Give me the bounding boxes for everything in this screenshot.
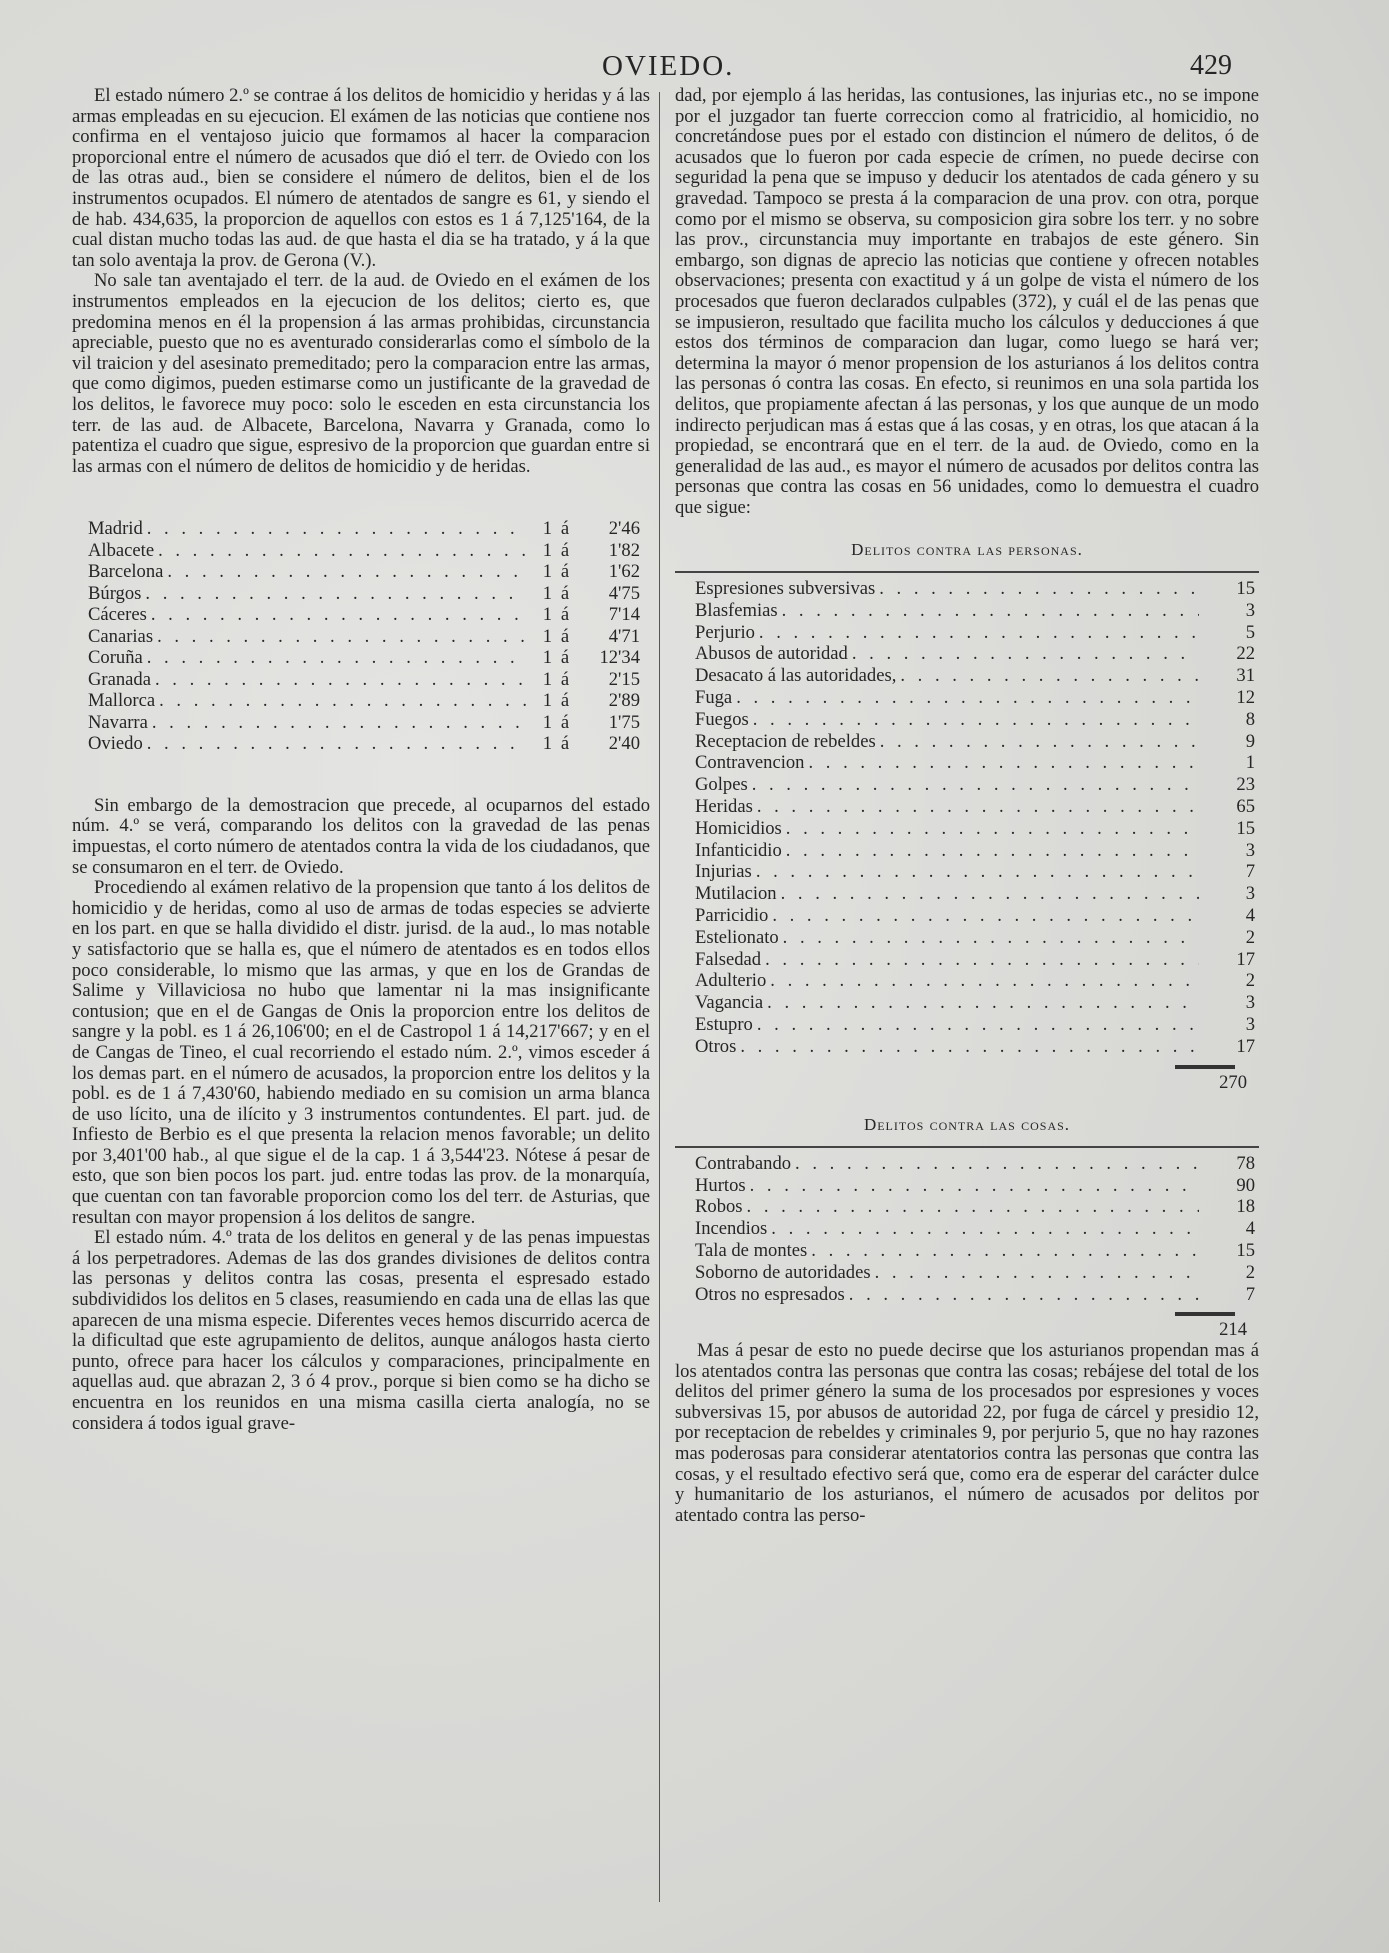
table-row xyxy=(88,562,640,584)
crime-label: Otros no espresados xyxy=(695,1283,845,1305)
crime-count: 31 xyxy=(1236,665,1255,687)
ratio-one: 1 xyxy=(542,733,552,755)
crime-count: 23 xyxy=(1236,774,1255,796)
table-row xyxy=(695,666,1255,688)
crime-label: Infanticidio xyxy=(695,839,782,861)
right-column xyxy=(675,86,1259,1526)
crime-count: 5 xyxy=(1245,621,1255,643)
table-row xyxy=(695,1015,1255,1037)
ratio-value: 2'40 xyxy=(608,733,640,755)
ratio-one: 1 xyxy=(542,604,552,626)
ratio-value: 1'82 xyxy=(608,539,640,561)
things-total: 214 xyxy=(1219,1319,1247,1341)
ratio-one: 1 xyxy=(542,668,552,690)
ratio-one: 1 xyxy=(542,518,552,540)
crime-label: Receptacion de rebeldes xyxy=(695,730,876,752)
paragraph: Sin embargo de la demostracion que precede, al ocuparnos del estado núm. 4.º se verá, comparando los delitos con la gravedad de las penas impuestas, el corto número de atentados contra la vida de los ciudadanos, que se consumaron en el terr. de Oviedo. xyxy=(72,794,650,878)
paragraph: El estado núm. 4.º trata de los delitos en general y de las penas impuestas á los perpetradores. Ademas de las dos grandes divisiones de delitos contra las personas y delitos contra las cosas, presenta el espresado estado subdivididos los delitos en 5 clases, reasumiendo en cada una de ellas las que aparecen de una misma especie. Diferentes veces hemos discurrido acerca de la dificultad que este agrupamiento de delitos, aunque análogos hasta cierto punto, ofrece para hacer los cálculos y comparaciones, principalmente en aquellas aud. que abrazan 2, 3 ó 4 prov., porque si bien como se ha dicho se encuentra en los reunidos en una misma casilla cierta analogía, no se considera á todos igual grave- xyxy=(72,1227,650,1434)
crime-count: 15 xyxy=(1236,1239,1255,1261)
ratio-sep: á xyxy=(560,604,570,626)
table-row xyxy=(695,644,1255,666)
ratio-sep: á xyxy=(560,690,570,712)
table-rule xyxy=(675,1146,1259,1148)
ratio-sep: á xyxy=(560,711,570,733)
region-name: Canarias xyxy=(88,625,154,647)
table-row xyxy=(695,928,1255,950)
table-row xyxy=(695,1219,1255,1241)
table-row xyxy=(695,1154,1255,1176)
crime-label: Tala de montes xyxy=(695,1239,808,1261)
table-row xyxy=(695,971,1255,993)
table-row xyxy=(88,713,640,735)
region-name: Barcelona xyxy=(88,561,164,583)
crime-label: Mutilacion xyxy=(695,883,777,905)
table-row xyxy=(695,1263,1255,1285)
region-name: Granada xyxy=(88,668,151,690)
region-name: Búrgos xyxy=(88,582,142,604)
ratio-sep: á xyxy=(560,625,570,647)
crime-count: 22 xyxy=(1236,643,1255,665)
crime-count: 65 xyxy=(1236,796,1255,818)
crime-count: 2 xyxy=(1245,926,1255,948)
table-row xyxy=(695,1241,1255,1263)
crime-count: 78 xyxy=(1236,1152,1255,1174)
crime-label: Estelionato xyxy=(695,926,779,948)
crime-count: 3 xyxy=(1245,839,1255,861)
crime-label: Estupro xyxy=(695,1014,753,1035)
crime-label: Golpes xyxy=(695,774,748,796)
ratio-value: 12'34 xyxy=(599,647,640,669)
ratio-value: 1'62 xyxy=(608,561,640,583)
ratio-sep: á xyxy=(560,647,570,669)
crime-label: Soborno de autoridades xyxy=(695,1261,871,1283)
page-header xyxy=(0,48,1389,88)
table-row xyxy=(88,605,640,627)
table-row xyxy=(695,1176,1255,1198)
crime-count: 17 xyxy=(1236,948,1255,970)
region-name: Cáceres xyxy=(88,604,147,626)
region-name: Oviedo xyxy=(88,733,143,755)
crime-count: 17 xyxy=(1236,1035,1255,1057)
ratio-sep: á xyxy=(560,561,570,583)
crime-count: 7 xyxy=(1245,861,1255,883)
crime-count: 2 xyxy=(1245,970,1255,992)
crime-label: Fuga xyxy=(695,687,733,709)
crime-label: Contrabando xyxy=(695,1152,792,1174)
table-row xyxy=(695,862,1255,884)
crime-label: Parricidio xyxy=(695,905,769,927)
crime-label: Hurtos xyxy=(695,1174,746,1196)
crime-label: Abusos de autoridad xyxy=(695,643,848,665)
paragraph: dad, por ejemplo á las heridas, las contusiones, las injurias etc., no se impone por el juzgador tan fuerte correccion como al fratricidio, al homicidio, no concretándose pues por el estado con distincion el número de delitos, ó de acusados que lo fueron por cada especie de crímen, no puede decirse con seguridad la pena que se impuso y deducir los atentados de cada género y su gravedad. Tampoco se presta á la comparacion de una prov. con otra, porque como por el mismo se observa, su composicion gira sobre los terr. y no sobre las prov., circunstancia muy importante en trabajos de este género. Sin embargo, son dignas de aprecio las noticias que contiene y ofrecen notables observaciones; presenta con exactitud y á un golpe de vista el número de los procesados que fueron declarados culpables (372), y cuál el de las penas que se impusieron, resultado que facilita mucho los cálculos y deducciones á que estos dos términos de comparacion dan lugar, como luego se hará ver; determina la mayor ó menor propension de los asturianos á los delitos contra las personas ó contra las cosas. En efecto, si reunimos en una sola partida los delitos, que propiamente afectan á las personas, y los que aunque de un modo indirecto perjudican mas á estas que á las cosas, y en otras, los que atacan á la propiedad, se encontrará que en el terr. de la aud. de Oviedo, como en la generalidad de las aud., es mayor el número de acusados por delitos contra las personas que contra las cosas en 56 unidades, como lo demuestra el cuadro que sigue: xyxy=(675,85,1259,518)
crime-count: 1 xyxy=(1245,752,1255,774)
crime-label: Adulterio xyxy=(695,970,767,992)
crime-label: Robos xyxy=(695,1196,743,1218)
paragraph: Procediendo al exámen relativo de la propension que tanto á los delitos de homicidio y de heridas, como al uso de armas de todas especies se advierte en los part. en que se halla dividido el distr. jurisd. de la aud., lo mas notable y satisfactorio que se halla es, que el número de atentados es en todos ellos poco considerable, lo mismo que las armas, y que en los de Grandas de Salime y Villaviciosa no hubo que lamentar ni la mas insignificante contusion; que en el de Gangas de Onis la proporcion entre los delitos de sangre y la pobl. es 1 á 26,106'00; en el de Castropol 1 á 14,217'667; y en el de Cangas de Tineo, el cual recorriendo el estado núm. 2.º, vimos esceder á los demas part. en el número de acusados, la proporcion entre los delitos y la pobl. es de 1 á 7,430'60, habiendo mediado en su comision un arma blanca de uso lícito, una de ilícito y 3 instrumentos contundentes. El part. jud. de Infiesto de Berbio es el que presenta la relacion menos favorable; un delito por 3,401'00 hab., al que sigue el de la cap. 1 á 3,544'23. Nótese á pesar de esto, que son bien pocos los part. jud. entre todas las prov. de la monarquía, que cuentan con tan favorable proporcion como los del terr. de Asturias, que resultan con mayor propension á los delitos de sangre. xyxy=(72,877,650,1228)
crime-count: 8 xyxy=(1245,708,1255,730)
ratio-one: 1 xyxy=(542,582,552,604)
table-row xyxy=(88,691,640,713)
running-title: OVIEDO. xyxy=(602,50,735,82)
table-row xyxy=(695,950,1255,972)
crime-count: 3 xyxy=(1245,992,1255,1014)
ratio-one: 1 xyxy=(542,561,552,583)
region-name: Mallorca xyxy=(88,690,156,712)
crime-label: Incendios xyxy=(695,1218,768,1240)
ratio-value: 2'46 xyxy=(608,518,640,540)
table-row xyxy=(695,601,1255,623)
crime-count: 2 xyxy=(1245,1261,1255,1283)
left-column xyxy=(72,86,650,1434)
table-row xyxy=(88,541,640,563)
crime-count: 15 xyxy=(1236,817,1255,839)
ratio-value: 1'75 xyxy=(608,711,640,733)
table-row xyxy=(695,579,1255,601)
table-row xyxy=(88,734,640,756)
crime-count: 4 xyxy=(1245,1218,1255,1240)
crime-label: Perjurio xyxy=(695,621,755,643)
table-row xyxy=(88,519,640,541)
crime-label: Otros xyxy=(695,1035,737,1057)
crime-label: Fuegos xyxy=(695,708,749,730)
ratio-sep: á xyxy=(560,518,570,540)
ratio-value: 4'71 xyxy=(608,625,640,647)
table-row xyxy=(695,1197,1255,1219)
ratio-sep: á xyxy=(560,668,570,690)
ratio-one: 1 xyxy=(542,625,552,647)
table-row xyxy=(695,906,1255,928)
table-row xyxy=(695,732,1255,754)
crime-label: Contravencion xyxy=(695,752,805,774)
total-rule xyxy=(1175,1065,1235,1069)
table-row xyxy=(695,753,1255,775)
crime-label: Blasfemias xyxy=(695,599,778,621)
crime-count: 15 xyxy=(1236,578,1255,600)
table-row xyxy=(695,775,1255,797)
crime-label: Injurias xyxy=(695,861,752,883)
table-row xyxy=(88,648,640,670)
table-row xyxy=(88,670,640,692)
crime-count: 3 xyxy=(1245,1014,1255,1035)
table-rule xyxy=(675,571,1259,573)
crime-label: Espresiones subversivas xyxy=(695,578,876,600)
table-row xyxy=(695,710,1255,732)
crime-label: Homicidios xyxy=(695,817,782,839)
table-row xyxy=(88,584,640,606)
crime-label: Desacato á las autoridades, xyxy=(695,665,897,687)
ratio-value: 7'14 xyxy=(608,604,640,626)
paragraph: No sale tan aventajado el terr. de la aud. de Oviedo en el exámen de los instrumentos empleados en la ejecucion de los delitos; cierto es, que predomina menos en él la propension á las armas prohibidas, circunstancia apreciable, puesto que no es aventurado considerarlas como el símbolo de la vil traicion y del asesinato premeditado; pero la comparacion entre las armas, que como digimos, pueden estimarse como un justificante de la gravedad de los delitos, le favorece muy poco: solo le esceden en esta circunstancia los terr. de las aud. de Albacete, Barcelona, Navarra y Granada, como lo patentiza el cuadro que sigue, espresivo de la proporcion que guardan entre si las armas con el número de delitos de homicidio y de heridas. xyxy=(72,270,650,477)
table-row xyxy=(695,884,1255,906)
persons-total: 270 xyxy=(1219,1071,1247,1093)
things-table-heading: Delitos contra las cosas. xyxy=(863,1115,1071,1135)
table-row xyxy=(695,623,1255,645)
table-row xyxy=(695,819,1255,841)
crime-count: 7 xyxy=(1245,1283,1255,1305)
crime-count: 3 xyxy=(1245,883,1255,905)
ratio-sep: á xyxy=(560,733,570,755)
table-row xyxy=(695,841,1255,863)
crime-count: 12 xyxy=(1236,687,1255,709)
region-name: Albacete xyxy=(88,539,155,561)
crime-count: 4 xyxy=(1245,905,1255,927)
crime-count: 18 xyxy=(1236,1196,1255,1218)
table-row xyxy=(695,1037,1255,1059)
crime-label: Heridas xyxy=(695,796,753,818)
total-rule xyxy=(1175,1312,1235,1316)
persons-table-heading: Delitos contra las personas. xyxy=(851,540,1083,560)
ratio-sep: á xyxy=(560,582,570,604)
crime-label: Vagancia xyxy=(695,992,764,1014)
ratio-one: 1 xyxy=(542,647,552,669)
table-row xyxy=(695,1285,1255,1307)
region-name: Navarra xyxy=(88,711,148,733)
table-row xyxy=(695,993,1255,1015)
ratio-sep: á xyxy=(560,539,570,561)
paragraph: El estado número 2.º se contrae á los delitos de homicidio y heridas y á las armas empleadas en su ejecucion. El exámen de las noticias que contiene nos confirma en el ventajoso juicio que formamos al hacer la comparacion proporcional entre el número de acusados que dió el terr. de Oviedo con los de las otras aud., bien se considere el número de delitos, bien el de los instrumentos ocupados. El número de atentados de sangre es 61, y siendo el de hab. 434,635, la proporcion de aquellos con estos es 1 á 7,125'164, de la cual distan mucho todas las aud. de que hasta el dia se ha tratado, y á la que tan solo aventaja la prov. de Gerona (V.). xyxy=(72,85,650,271)
ratio-one: 1 xyxy=(542,539,552,561)
region-ratio-table xyxy=(88,519,640,756)
ratio-value: 4'75 xyxy=(608,582,640,604)
page-number: 429 xyxy=(1190,50,1232,81)
paragraph: Mas á pesar de esto no puede decirse que los asturianos propendan mas á los atentados contra las personas que contra las cosas; rebájese del total de los delitos del primer género la suma de los procesados por espresiones y voces subversivas 15, por abusos de autoridad 22, por fuga de cárcel y presidio 12, por receptacion de rebeldes y criminales 9, por perjurio 5, que no hay razones mas poderosas para considerar atentatorios contra las personas que contra las cosas, y el resultado efectivo será que, como era de esperar del carácter dulce y humanitario de los asturianos, el número de acusados por delitos por atentado contra las perso- xyxy=(675,1339,1259,1526)
persons-crime-table xyxy=(695,579,1255,1059)
table-row xyxy=(695,797,1255,819)
ratio-value: 2'89 xyxy=(608,690,640,712)
crime-label: Falsedad xyxy=(695,948,762,970)
crime-count: 3 xyxy=(1245,599,1255,621)
ratio-value: 2'15 xyxy=(608,668,640,690)
things-crime-table xyxy=(695,1154,1255,1307)
ratio-one: 1 xyxy=(542,690,552,712)
region-name: Coruña xyxy=(88,647,143,669)
crime-count: 90 xyxy=(1236,1174,1255,1196)
column-divider xyxy=(659,92,660,1902)
table-row xyxy=(88,627,640,649)
region-name: Madrid xyxy=(88,518,143,540)
ratio-one: 1 xyxy=(542,711,552,733)
table-row xyxy=(695,688,1255,710)
crime-count: 9 xyxy=(1245,730,1255,752)
